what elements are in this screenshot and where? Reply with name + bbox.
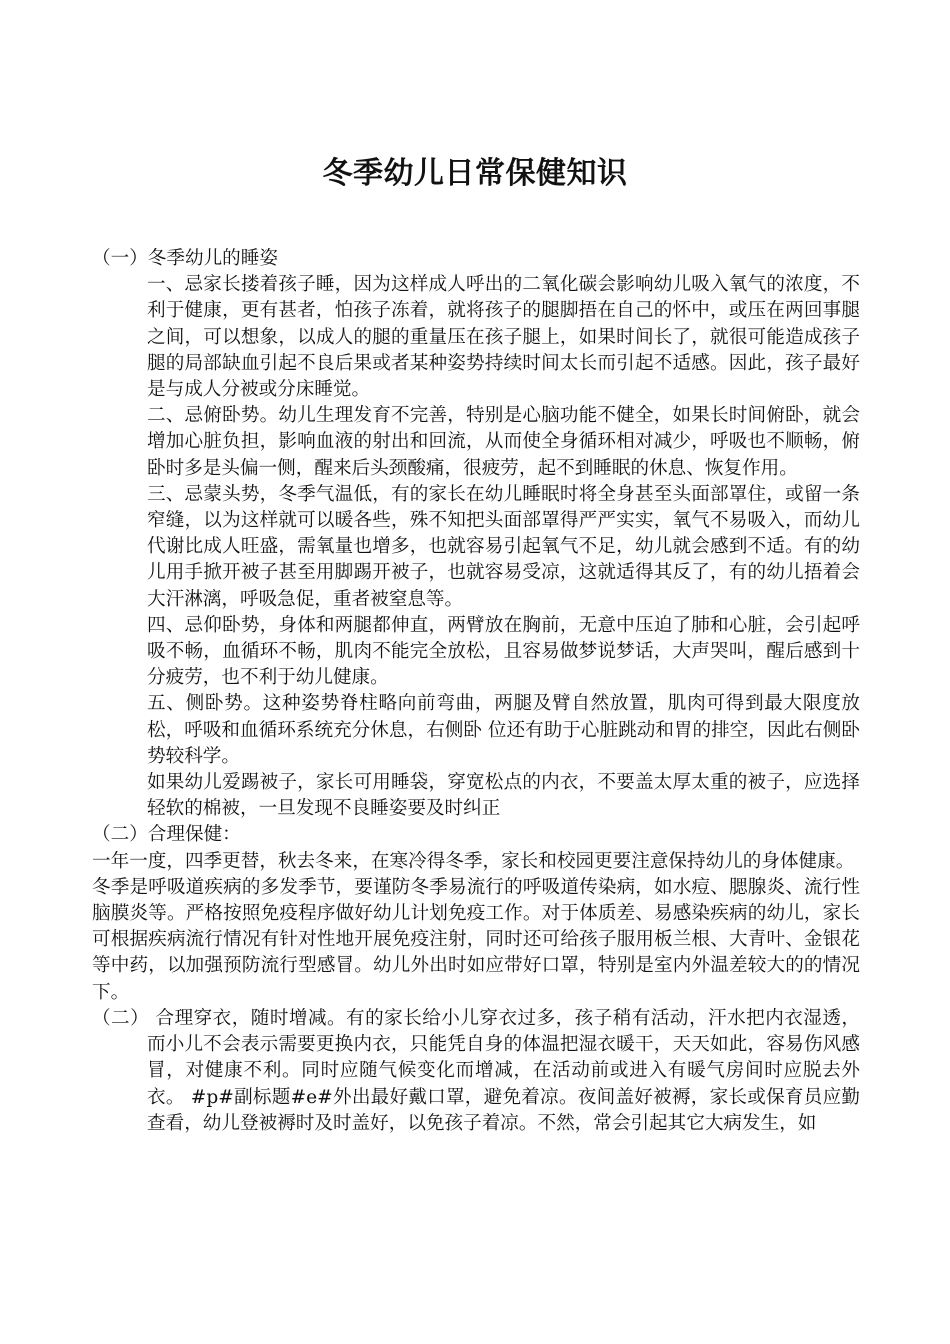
paragraph-sleep-2: 二、忌俯卧势。幼儿生理发育不完善，特别是心脑功能不健全，如果长时间俯卧，就会增加心脏负担，影响血液的射出和回流，从而使全身循环相对减少，呼吸也不顺畅，俯卧时多是头偏一侧，醒来后头颈酸痛，很疲劳，起不到睡眠的休息、恢复作用。 — [147, 405, 860, 479]
paragraph-sleep-3: 三、忌蒙头势，冬季气温低，有的家长在幼儿睡眠时将全身甚至头面部罩住，或留一条窄缝，以为这样就可以暖各些，殊不知把头面部罩得严严实实，氧气不易吸入，而幼儿代谢比成人旺盛，需氧量也增多，也就容易引起氧气不足，幼儿就会感到不适。有的幼儿用手掀开被子甚至用脚踢开被子，也就容易受凉，这就适得其反了，有的幼儿捂着会大汗淋漓，呼吸急促，重者被窒息等。 — [147, 483, 860, 610]
paragraph-sleep-advice: 如果幼儿爱踢被子，家长可用睡袋，穿宽松点的内衣，不要盖太厚太重的被子，应选择轻软的棉被，一旦发现不良睡姿要及时纠正 — [147, 772, 860, 820]
paragraph-sleep-1: 一、忌家长搂着孩子睡，因为这样成人呼出的二氧化碳会影响幼儿吸入氧气的浓度，不利于健康，更有甚者，怕孩子冻着，就将孩子的腿脚捂在自己的怀中，或压在两回事腿之间，可以想象，以成人的腿的重量压在孩子腿上，如果时间长了，就很可能造成孩子腿的局部缺血引起不良后果或者某种姿势持续时间太长而引起不适感。因此，孩子最好是与成人分被或分床睡觉。 — [147, 274, 860, 401]
paragraph-clothing: （二） 合理穿衣，随时增减。有的家长给小儿穿衣过多，孩子稍有活动，汗水把内衣湿透，而小儿不会表示需要更换内衣，只能凭自身的体温把湿衣暖干，天天如此，容易伤风感冒，对健康不利。同时应随气候变化而增减，在活动前或进入有暖气房间时应脱去外衣。 #p#副标题#e#外出最好戴口罩，避免着凉。夜间盖好被褥，家长或保育员应勤查看，幼儿登被褥时及时盖好，以免孩子着凉。不然，常会引起其它大病发生，如 — [92, 1007, 860, 1134]
section-heading-sleep: （一）冬季幼儿的睡姿 — [92, 248, 278, 269]
paragraph-health-respiratory: 冬季是呼吸道疾病的多发季节，要谨防冬季易流行的呼吸道传染病，如水痘、腮腺炎、流行性脑膜炎等。严格按照免疫程序做好幼儿计划免疫工作。对于体质差、易感染疾病的幼儿，家长可根据疾病流行情况有针对性地开展免疫注射，同时还可给孩子服用板兰根、大青叶、金银花等中药，以加强预防流行型感冒。幼儿外出时如应带好口罩，特别是室内外温差较大的的情况下。 — [92, 876, 860, 1003]
paragraph-sleep-5: 五、侧卧势。这种姿势脊柱略向前弯曲，两腿及臂自然放置，肌肉可得到最大限度放松，呼吸和血循环系统充分休息，右侧卧 位还有助于心脏跳动和胃的排空，因此右侧卧势较科学。 — [147, 693, 860, 767]
document-body — [92, 246, 860, 1137]
document-title: 冬季幼儿日常保健知识 — [322, 156, 628, 191]
paragraph-health-intro: 一年一度，四季更替，秋去冬来，在寒冷得冬季，家长和校园更要注意保持幼儿的身体健康。 — [92, 850, 855, 872]
section-heading-health: （二）合理保健： — [92, 824, 241, 846]
paragraph-sleep-4: 四、忌仰卧势，身体和两腿都伸直，两臂放在胸前，无意中压迫了肺和心脏，会引起呼吸不畅，血循环不畅，肌肉不能完全放松，且容易做梦说梦话，大声哭叫，醒后感到十分疲劳，也不利于幼儿健康。 — [147, 614, 860, 689]
